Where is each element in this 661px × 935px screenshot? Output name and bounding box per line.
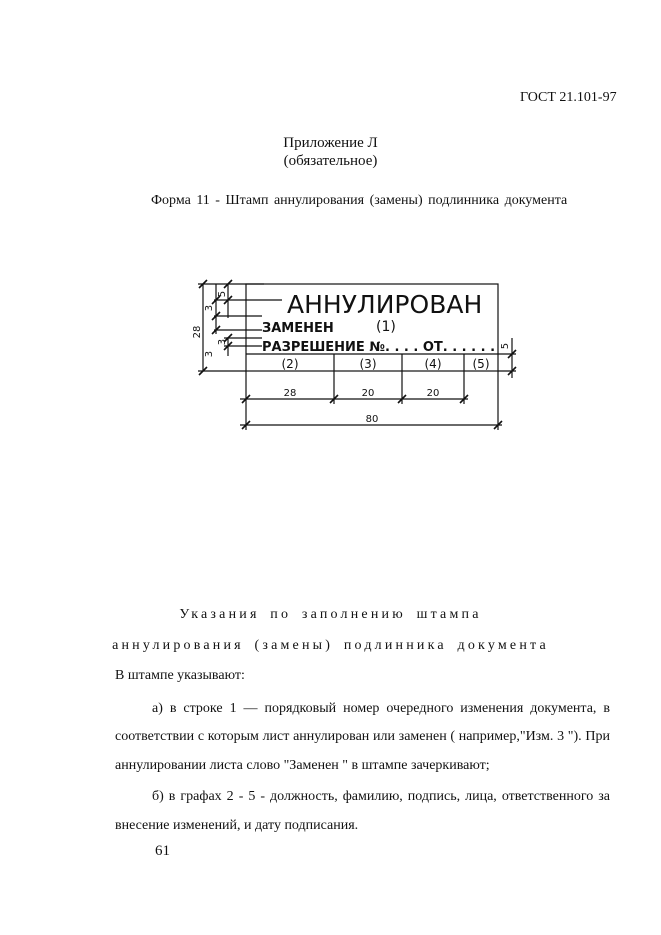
stamp-field-1: (1): [376, 319, 396, 335]
standard-header: ГОСТ 21.101-97: [520, 90, 617, 105]
stamp-replaced-label: ЗАМЕНЕН: [262, 321, 334, 336]
instructions-intro: В штампе указывают:: [115, 668, 245, 683]
item-b-line-2: внесение изменений, и дату подписания.: [115, 818, 359, 833]
stamp-annulled-text: АННУЛИРОВАН: [287, 290, 483, 319]
page-number: 61: [155, 843, 170, 859]
item-a-line-2: соответствии с которым лист аннулирован или заменен ( например,"Изм. 3 "). При: [115, 729, 610, 744]
dim-row-3a: 3: [204, 304, 215, 312]
appendix-status: (обязательное): [283, 153, 378, 169]
instructions-heading-2: аннулирования (замены) подлинника документа: [112, 638, 549, 653]
dim-row-3b: 3: [204, 350, 215, 358]
stamp-column-2: (2): [281, 357, 299, 371]
stamp-column-3: (3): [359, 357, 377, 371]
item-b-line-1: б) в графах 2 - 5 - должность, фамилию, подпись, лица, ответственного за: [152, 789, 610, 804]
dim-col-20b: 20: [426, 388, 440, 399]
dim-col-20a: 20: [361, 388, 375, 399]
form-title: Форма 11 - Штамп аннулирования (замены) подлинника документа: [151, 193, 568, 208]
dim-row-3c: 3: [217, 338, 228, 346]
instructions-heading-1: Указания по заполнению штампа: [179, 607, 482, 622]
stamp-column-4: (4): [424, 357, 442, 371]
dim-total-height: 28: [192, 325, 203, 339]
dim-col-28: 28: [283, 388, 297, 399]
item-a-line-3: аннулировании листа слово "Заменен " в штампе зачеркивают;: [115, 758, 490, 773]
dim-top-5: 5: [217, 290, 228, 298]
stamp-column-5: (5): [472, 357, 490, 371]
dim-bottom-5: 5: [500, 342, 511, 350]
appendix-title: Приложение Л: [283, 135, 378, 151]
stamp-permission-text: РАЗРЕШЕНИЕ №. . . . ОТ. . . . . .: [262, 340, 496, 355]
item-a-line-1: а) в строке 1 — порядковый номер очередного изменения документа, в: [152, 701, 610, 716]
dim-total-width: 80: [365, 414, 379, 425]
